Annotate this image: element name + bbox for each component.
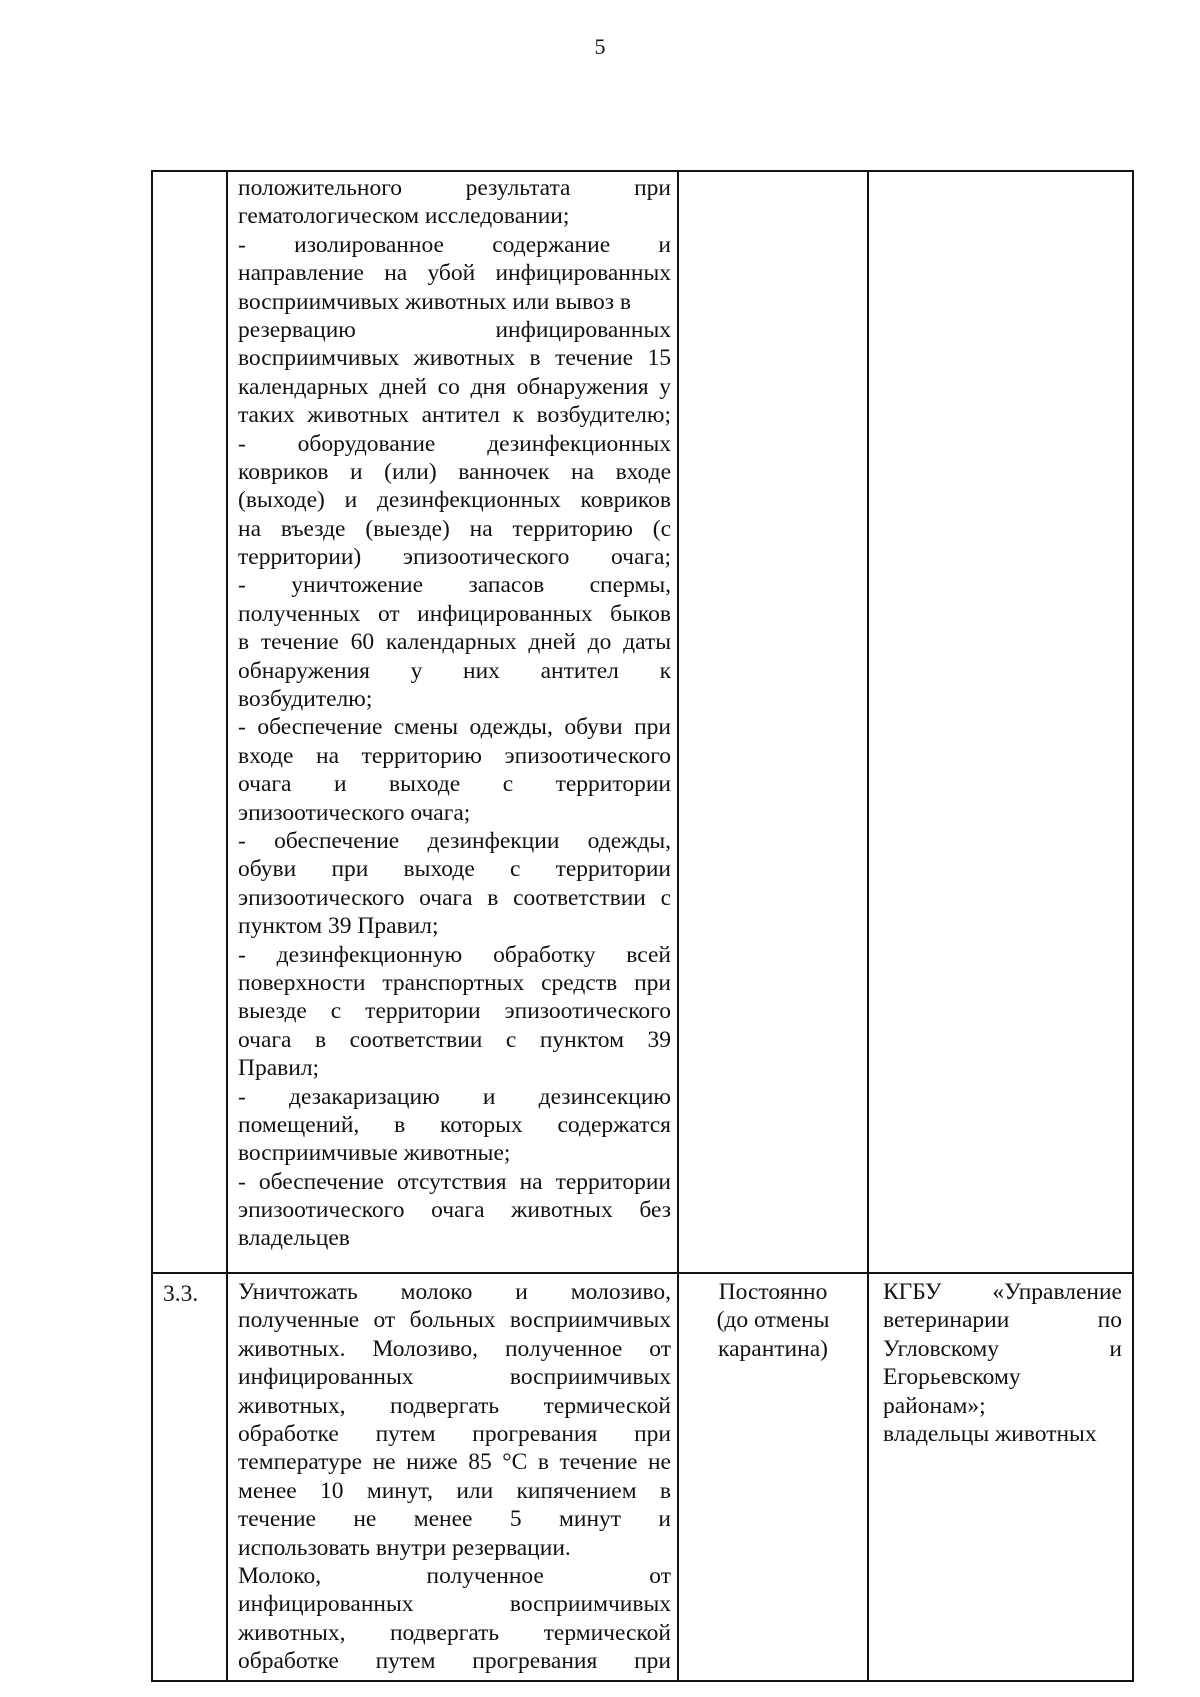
text-line: - обеспечение смены одежды, обуви при xyxy=(238,714,671,741)
text-line: гематологическом исследовании; xyxy=(238,203,570,230)
text-line: животных, подвергать термической xyxy=(238,1619,671,1646)
text-line: на въезде (выезде) на территорию (с xyxy=(238,515,671,542)
text-line: помещений, в которых содержатся xyxy=(238,1111,671,1138)
responsible-cell xyxy=(867,1272,1134,1682)
text-line: возбудителю; xyxy=(238,686,373,713)
table-row-continued xyxy=(151,170,1134,1272)
text-line: календарных дней со дня обнаружения у xyxy=(238,373,671,400)
measures-text-cell xyxy=(226,1272,677,1682)
text-line: - обеспечение отсутствия на территории xyxy=(238,1168,671,1195)
responsible-cell xyxy=(867,170,1134,1272)
term-cell xyxy=(677,1272,867,1682)
term-cell xyxy=(677,170,867,1272)
text-line: полученных от инфицированных быков xyxy=(238,600,671,627)
text-line: восприимчивые животные; xyxy=(238,1140,511,1167)
text-line: Постоянно xyxy=(718,1279,828,1305)
text-line: поверхности транспортных средств при xyxy=(238,969,671,996)
text-line: (выходе) и дезинфекционных ковриков xyxy=(238,487,671,514)
text-line: Молоко, полученное от xyxy=(238,1562,671,1589)
text-line: инфицированных восприимчивых xyxy=(238,1591,671,1618)
text-line: в течение 60 календарных дней до даты xyxy=(238,629,671,656)
text-line: - дезинфекционную обработку всей xyxy=(238,941,671,968)
text-line: направление на убой инфицированных xyxy=(238,260,671,287)
text-line: Правил; xyxy=(238,1055,320,1082)
text-line: животных, подвергать термической xyxy=(238,1392,671,1419)
text-line: - изолированное содержание и xyxy=(238,231,671,258)
text-line: входе на территорию эпизоотического xyxy=(238,742,671,769)
text-line: Угловскому и xyxy=(883,1335,1122,1362)
text-line: (до отмены xyxy=(716,1307,830,1334)
text-line: - обеспечение дезинфекции одежды, xyxy=(238,827,671,854)
measures-text-cell xyxy=(226,170,677,1272)
page-number: 5 xyxy=(594,34,606,59)
text-line: карантина) xyxy=(718,1335,828,1362)
text-line: температуре не ниже 85 °С в течение не xyxy=(238,1449,671,1476)
text-line: эпизоотического очага в соответствии с xyxy=(238,884,671,911)
text-line: районам»; xyxy=(883,1392,986,1419)
row-number-cell xyxy=(151,170,226,1272)
text-line: ковриков и (или) ванночек на входе xyxy=(238,458,671,485)
text-line: очага в соответствии с пунктом 39 xyxy=(238,1026,671,1053)
text-line: обработке путем прогревания при xyxy=(238,1648,671,1675)
text-line: менее 10 минут, или кипячением в xyxy=(238,1477,671,1504)
text-line: владельцев xyxy=(238,1225,350,1252)
text-line: эпизоотического очага; xyxy=(238,799,471,826)
measures-table xyxy=(151,170,1134,1682)
text-line: КГБУ «Управление xyxy=(883,1279,1122,1305)
text-line: - дезакаризацию и дезинсекцию xyxy=(238,1083,671,1110)
text-line: очага и выходе с территории xyxy=(238,771,671,798)
text-line: инфицированных восприимчивых xyxy=(238,1364,671,1391)
text-line: полученные от больных восприимчивых xyxy=(238,1307,671,1334)
text-line: таких животных антител к возбудителю; xyxy=(238,402,671,429)
row-number-cell: 3.3. xyxy=(151,1272,226,1682)
text-line: пунктом 39 Правил; xyxy=(238,913,439,940)
text-line: животных. Молозиво, полученное от xyxy=(238,1335,671,1362)
text-line: резервацию инфицированных xyxy=(238,316,671,343)
text-line: восприимчивых животных в течение 15 xyxy=(238,345,671,372)
text-line: владельцы животных xyxy=(883,1420,1097,1447)
text-line: Егорьевскому xyxy=(883,1364,1021,1391)
text-line: положительного результата при xyxy=(238,175,671,201)
text-line: Уничтожать молоко и молозиво, xyxy=(238,1279,671,1305)
text-line: - уничтожение запасов спермы, xyxy=(238,572,671,599)
text-line: обнаружения у них антител к xyxy=(238,657,671,684)
text-line: обработке путем прогревания при xyxy=(238,1420,671,1447)
text-line: течение не менее 5 минут и xyxy=(238,1506,671,1533)
text-line: обуви при выходе с территории xyxy=(238,856,671,883)
text-line: - оборудование дезинфекционных xyxy=(238,430,671,457)
text-line: эпизоотического очага животных без xyxy=(238,1197,671,1224)
text-line: территории) эпизоотического очага; xyxy=(238,544,671,571)
text-line: восприимчивых животных или вывоз в xyxy=(238,288,631,315)
table-row-3-3 xyxy=(151,1272,1134,1682)
text-line: использовать внутри резервации. xyxy=(238,1534,571,1561)
text-line: выезде с территории эпизоотического xyxy=(238,998,671,1025)
text-line: ветеринарии по xyxy=(883,1307,1122,1334)
